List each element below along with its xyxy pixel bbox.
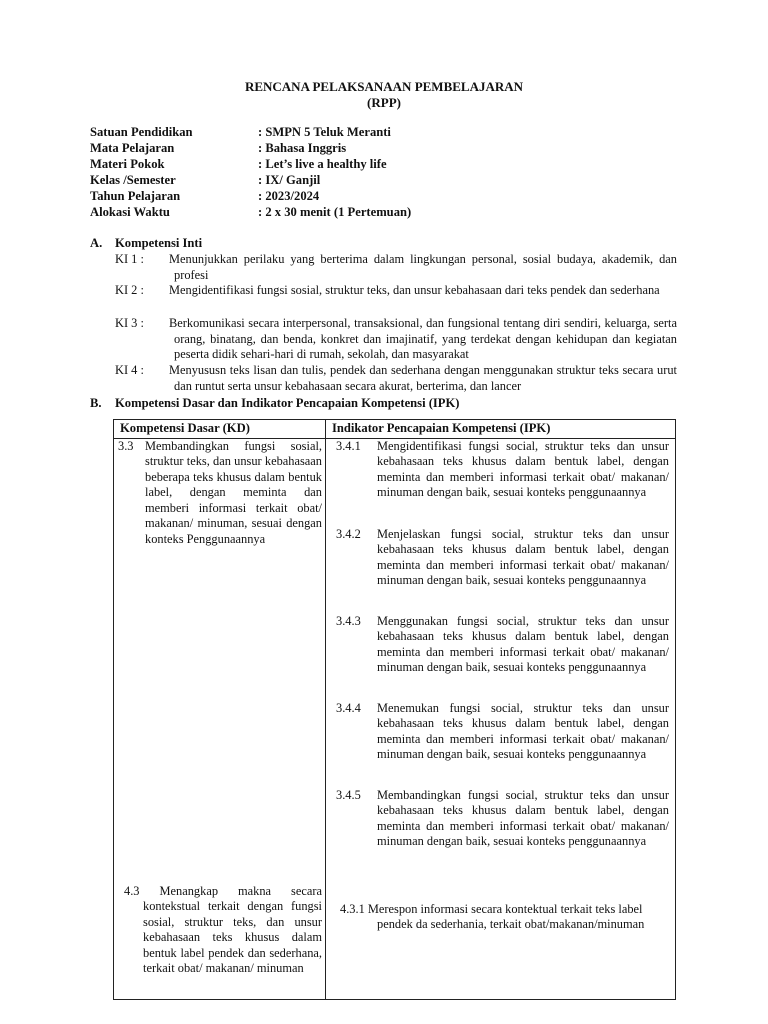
ipk-text: Membandingkan fungsi social, struktur teks dan unsur kebahasaan teks khusus dalam bentuk label, dengan meminta dan memberi informasi terkait obat/ makanan/ minuman dengan baik, sesuai konteks penggunaannya <box>377 787 669 848</box>
kd-text: Membandingkan fungsi sosial, struktur teks, dan unsur kebahasaan beberapa teks khusus dalam bentuk label, dengan meminta dan memberi informasi terkait obat/ makanan/ minuman, sesuai dengan konteks Penggunaannya <box>145 438 322 546</box>
section-title: Kompetensi Dasar dan Indikator Pencapaian Kompetensi (IPK) <box>115 396 460 410</box>
ipk-item <box>336 902 669 933</box>
table-row <box>114 438 676 999</box>
ki-code: KI 4 : <box>115 363 144 377</box>
ipk-item <box>336 701 669 763</box>
kd-item <box>118 884 322 977</box>
ipk-text: Mengidentifikasi fungsi social, struktur teks dan unsur kebahasaan teks khusus dalam bentuk label, dengan meminta dan memberi informasi terkait obat/ makanan/ minuman dengan baik, sesuai konteks penggunaannya <box>377 438 669 499</box>
document-title: RENCANA PELAKSANAAN PEMBELAJARAN <box>244 79 524 94</box>
ipk-item <box>336 614 669 676</box>
ipk-item <box>336 439 669 501</box>
section-title: Kompetensi Inti <box>115 236 203 250</box>
ki-text: Menyususn teks lisan dan tulis, pendek dan sederhana dengan menggunakan struktur teks secara urut dan runtut serta unsur kebahasaan secara akurat, berterima, dan lancer <box>169 363 677 393</box>
ki-code: KI 3 : <box>115 316 144 330</box>
info-label: Tahun Pelajaran <box>90 189 181 203</box>
kd-text-body: Menangkap makna secara kontekstual terkait dengan fungsi sosial, struktur teks, dan unsur kebahasaan teks khusus dalam bentuk label pendek dan sederhana, terkait obat/ makanan/ minuman <box>143 883 322 975</box>
table-header-row <box>114 420 676 439</box>
ipk-number: 3.4.3 <box>336 613 361 628</box>
ipk-text-body: Merespon informasi secara kontektual terkait teks label pendek da sederhania, terkait obat/makanan/minuman <box>367 901 645 931</box>
section-heading-a <box>90 236 202 252</box>
info-value: : IX/ Ganjil <box>258 173 321 187</box>
ipk-number: 3.4.1 <box>336 438 361 453</box>
info-label: Materi Pokok <box>90 157 165 171</box>
ki-code: KI 1 : <box>115 252 144 266</box>
kd-column-header: Kompetensi Dasar (KD) <box>114 420 326 439</box>
info-value: : 2 x 30 menit (1 Pertemuan) <box>258 205 412 219</box>
ipk-cell <box>326 438 676 999</box>
info-label: Mata Pelajaran <box>90 141 175 155</box>
section-letter: A. <box>90 236 103 250</box>
ipk-column-header: Indikator Pencapaian Kompetensi (IPK) <box>326 420 676 439</box>
info-value: : 2023/2024 <box>258 189 320 203</box>
kd-item <box>118 439 322 548</box>
ki-item <box>115 283 677 299</box>
info-value: : Let’s live a healthy life <box>258 157 387 171</box>
section-letter: B. <box>90 396 102 410</box>
ki-item <box>115 252 677 283</box>
info-label: Alokasi Waktu <box>90 205 170 219</box>
ipk-item <box>336 788 669 850</box>
document-subtitle: (RPP) <box>367 95 401 110</box>
section-heading-b <box>90 396 460 412</box>
ipk-number: 3.4.5 <box>336 787 361 802</box>
info-value: : SMPN 5 Teluk Meranti <box>258 125 391 139</box>
ki-item <box>115 363 677 394</box>
kd-text <box>118 884 322 977</box>
ki-text: Berkomunikasi secara interpersonal, transaksional, dan fungsional tentang diri sendiri, keluarga, serta orang, binatang, dan benda, konkret dan imajinatif, yang terdekat dengan kehidupan dan kegiatan peserta didik sehari-hari di rumah, sekolah, dan masyarakat <box>169 316 677 361</box>
kd-cell <box>114 438 326 999</box>
ipk-text: Menemukan fungsi social, struktur teks dan unsur kebahasaan teks khusus dalam bentuk label, dengan meminta dan memberi informasi terkait obat/ makanan/ minuman dengan baik, sesuai konteks penggunaannya <box>377 700 669 761</box>
ipk-text: Menjelaskan fungsi social, struktur teks dan unsur kebahasaan teks khusus dalam bentuk label, dengan meminta dan memberi informasi terkait obat/ makanan/ minuman dengan baik, sesuai konteks penggunaannya <box>377 526 669 587</box>
kd-ipk-table <box>113 419 676 1000</box>
ki-item <box>115 316 677 363</box>
ipk-number: 3.4.4 <box>336 700 361 715</box>
kd-number: 4.3 <box>124 883 140 898</box>
kd-number: 3.3 <box>118 438 134 453</box>
ipk-number: 4.3.1 <box>340 901 365 916</box>
info-value: : Bahasa Inggris <box>258 141 347 155</box>
ipk-item <box>336 527 669 589</box>
ki-text: Menunjukkan perilaku yang berterima dalam lingkungan personal, sosial budaya, akademik, dan profesi <box>169 252 677 282</box>
info-label: Satuan Pendidikan <box>90 125 193 139</box>
info-label: Kelas /Semester <box>90 173 176 187</box>
ipk-text <box>336 902 669 933</box>
ki-code: KI 2 : <box>115 283 144 297</box>
ipk-text: Menggunakan fungsi social, struktur teks dan unsur kebahasaan teks khusus dalam bentuk label, dengan meminta dan memberi informasi terkait obat/ makanan/ minuman dengan baik, sesuai konteks penggunaannya <box>377 613 669 674</box>
ipk-number: 3.4.2 <box>336 526 361 541</box>
ki-text: Mengidentifikasi fungsi sosial, struktur teks, dan unsur kebahasaan dari teks pendek dan sederhana <box>169 283 660 297</box>
